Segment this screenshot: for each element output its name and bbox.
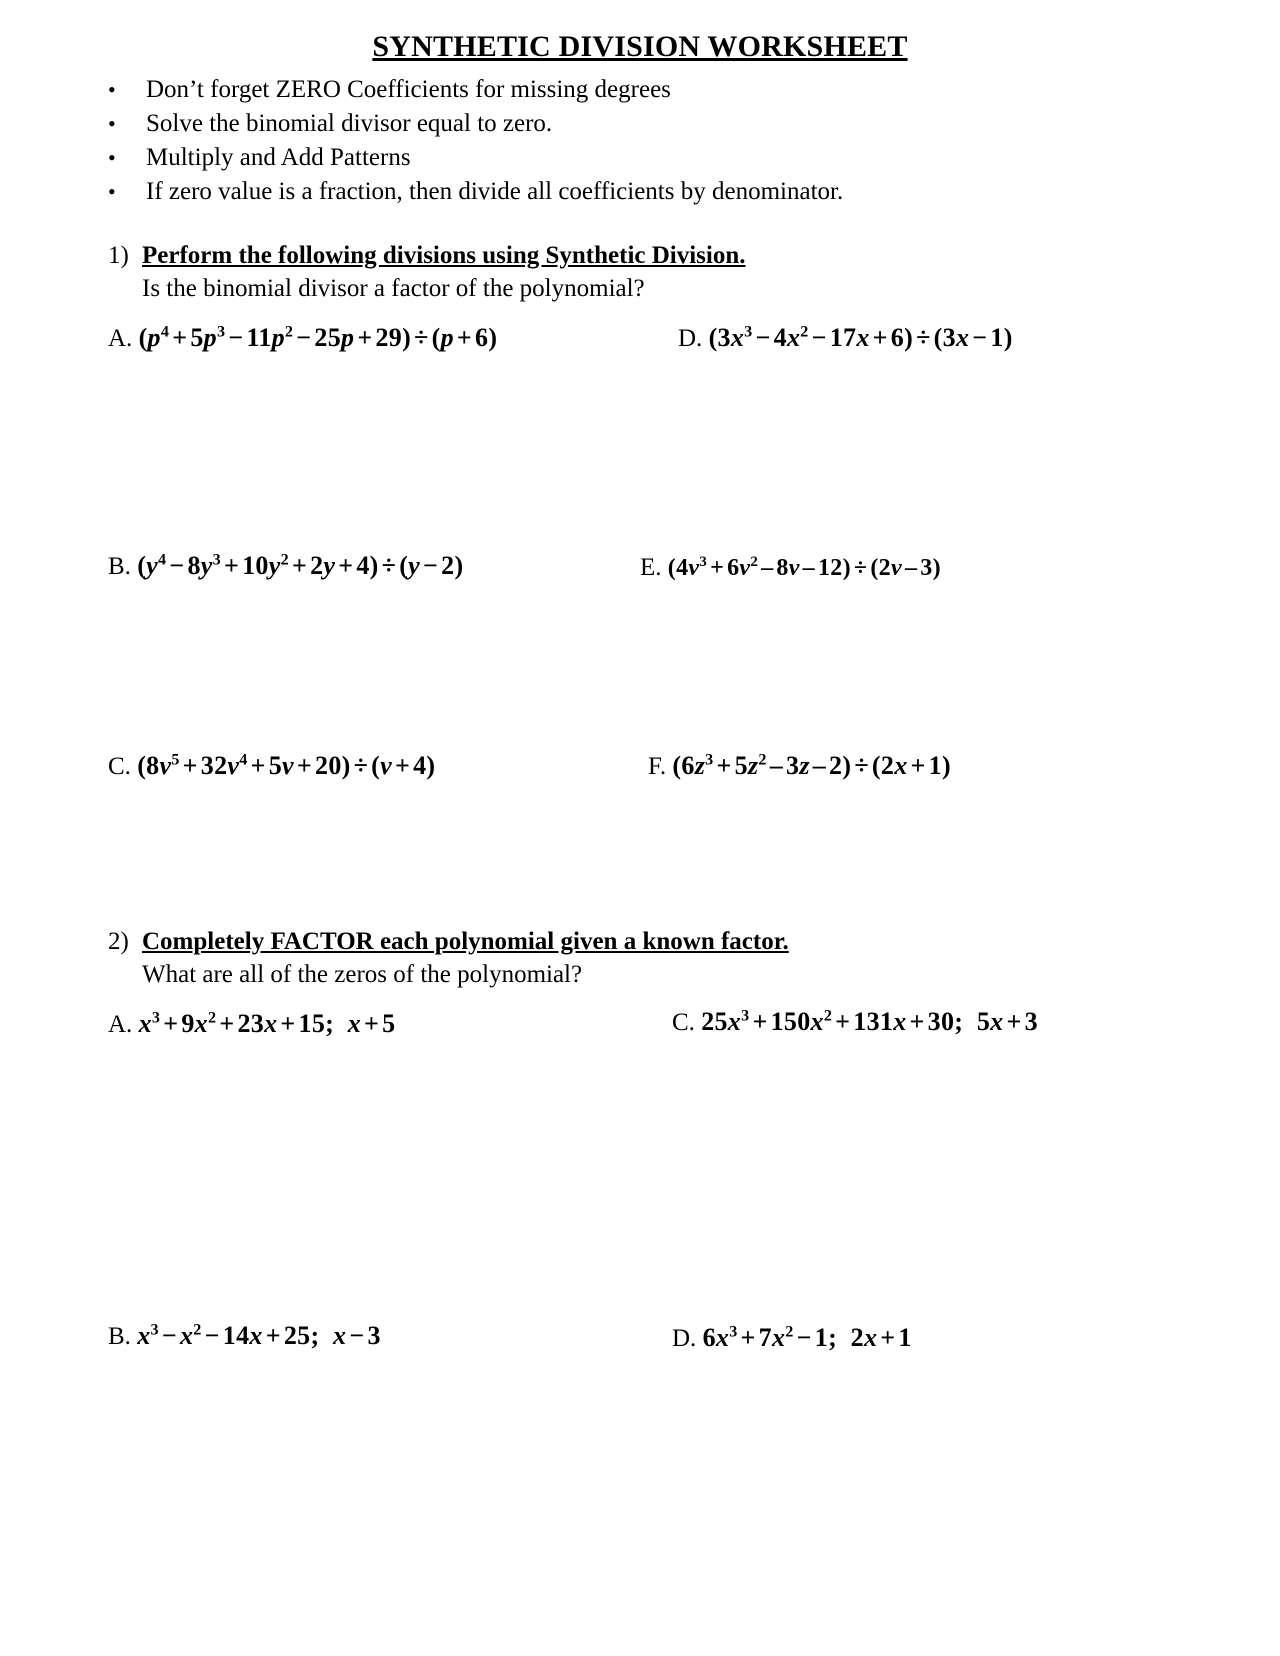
problem-1D-expression: $(3x^3 - 4x^2 - 17x + 6) \div (3x - 1)$ bbox=[708, 323, 1013, 352]
problem-1F-label: F. bbox=[648, 753, 667, 780]
problem-2C-expression: $25x^3 + 150x^2 + 131x + 30$; 5x + 3 bbox=[701, 1007, 1038, 1036]
section-1-header bbox=[0, 239, 1280, 272]
list-item-text: Don’t forget ZERO Coefficients for missing degrees bbox=[146, 76, 671, 103]
problem-2A-expression: $x^3 + 9x^2 + 23x + 15$; x + 5 bbox=[138, 1009, 396, 1038]
section-1-subtext: Is the binomial divisor a factor of the polynomial? bbox=[142, 275, 645, 302]
list-item bbox=[104, 107, 1280, 141]
problem-1F-expression: $(6z^3 + 5z^2 - 3z - 2) \div (2x + 1)$ bbox=[672, 751, 951, 780]
bullet-icon: • bbox=[108, 111, 116, 136]
problem-2D-expression: $6x^3 + 7x^2 - 1$; 2x + 1 bbox=[702, 1323, 912, 1352]
problem-2C-label: C. bbox=[672, 1009, 695, 1036]
problem-2C bbox=[672, 1007, 1038, 1038]
section-1 bbox=[0, 239, 1280, 945]
instructions-list bbox=[0, 73, 1280, 209]
section-2-subtext: What are all of the zeros of the polynomial? bbox=[142, 961, 583, 988]
problem-1A bbox=[108, 323, 497, 354]
problem-1B-expression: $(y^4 - 8y^3 + 10y^2 + 2y + 4) \div (y - 2)$ bbox=[137, 551, 464, 580]
problem-2D bbox=[672, 1323, 912, 1354]
section-2 bbox=[0, 925, 1280, 1411]
problem-1A-expression: $(p^4 + 5p^3 - 11p^2 - 25p + 29) \div (p + 6)$ bbox=[138, 323, 498, 352]
problem-1C bbox=[108, 751, 435, 782]
problem-2B-expression: $x^3 - x^2 - 14x + 25$; x − 3 bbox=[137, 1321, 381, 1350]
section-2-header bbox=[0, 925, 1280, 958]
page-title: SYNTHETIC DIVISION WORKSHEET bbox=[372, 30, 908, 63]
problem-2A bbox=[108, 1009, 395, 1040]
problem-2B-label: B. bbox=[108, 1323, 131, 1350]
bullet-icon: • bbox=[108, 179, 116, 204]
problem-1A-label: A. bbox=[108, 325, 133, 352]
problem-2D-label: D. bbox=[672, 1325, 697, 1352]
problem-1F bbox=[648, 751, 951, 782]
problem-1E-label: E. bbox=[640, 554, 662, 581]
problem-1E bbox=[640, 553, 941, 583]
bullet-icon: • bbox=[108, 145, 116, 170]
list-item bbox=[104, 141, 1280, 175]
problem-1B bbox=[108, 551, 463, 582]
list-item bbox=[104, 73, 1280, 107]
problem-1D-label: D. bbox=[678, 325, 703, 352]
section-2-number: 2) bbox=[108, 928, 129, 955]
list-item bbox=[104, 175, 1280, 209]
problem-1C-label: C. bbox=[108, 753, 131, 780]
section-1-number: 1) bbox=[108, 242, 129, 269]
problem-2B bbox=[108, 1321, 381, 1352]
problem-1C-expression: $(8v^5 + 32v^4 + 5v + 20) \div (v + 4)$ bbox=[137, 751, 436, 780]
section-2-problems bbox=[0, 991, 1280, 1411]
problem-2A-label: A. bbox=[108, 1011, 133, 1038]
problem-1B-label: B. bbox=[108, 553, 131, 580]
section-1-problems bbox=[0, 305, 1280, 945]
problem-1E-expression: $(4v^3 + 6v^2 - 8v - 12) \div (2v - 3)$ bbox=[667, 554, 941, 581]
list-item-text: Multiply and Add Patterns bbox=[146, 144, 411, 171]
section-1-heading: Perform the following divisions using Synthetic Division. bbox=[142, 242, 746, 269]
list-item-text: Solve the binomial divisor equal to zero. bbox=[146, 110, 553, 137]
bullet-icon: • bbox=[108, 77, 116, 102]
list-item-text: If zero value is a fraction, then divide all coefficients by denominator. bbox=[146, 178, 844, 205]
problem-1D bbox=[678, 323, 1013, 354]
section-2-heading: Completely FACTOR each polynomial given a known factor. bbox=[142, 928, 789, 955]
